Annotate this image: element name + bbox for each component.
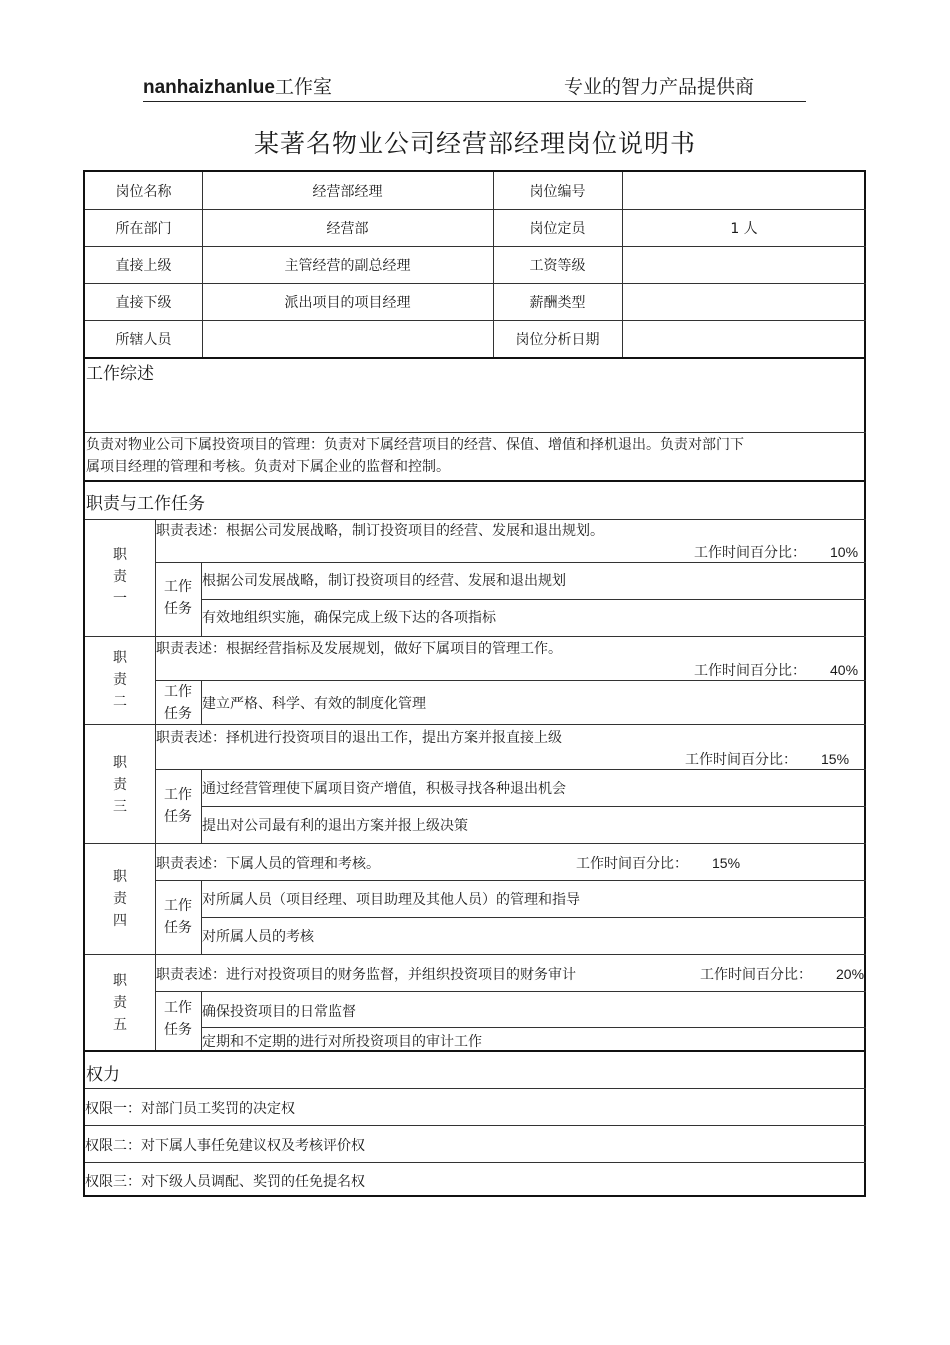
authority-item-3: 权限三：对下级人员调配、奖罚的任免提名权 xyxy=(85,1174,365,1190)
document-title: 某著名物业公司经营部经理岗位说明书 xyxy=(253,129,696,158)
duty-4-task-1: 对所属人员（项目经理、项目助理及其他人员）的管理和指导 xyxy=(202,892,580,908)
position-name-label: 岗位名称 xyxy=(115,183,172,200)
row-divider xyxy=(85,1162,866,1163)
department-value: 经营部 xyxy=(326,220,369,237)
headcount-value: 1 人 xyxy=(730,220,758,237)
duty-5-task-2: 定期和不定期的进行对所投资项目的审计工作 xyxy=(202,1034,482,1050)
row-divider xyxy=(201,1027,866,1028)
salary-grade-label: 工资等级 xyxy=(529,257,586,274)
duty-2-label: 职 责 二 xyxy=(113,650,127,710)
duty-5-task-label: 工作 任务 xyxy=(164,1000,192,1038)
staff-label: 所辖人员 xyxy=(115,331,172,348)
position-name-value: 经营部经理 xyxy=(312,183,383,200)
superior-label: 直接上级 xyxy=(115,257,172,274)
pay-type-value xyxy=(622,283,866,320)
row-divider xyxy=(85,1088,866,1089)
duty-2-desc: 职责表述：根据经营指标及发展规划，做好下属项目的管理工作。 xyxy=(156,641,562,657)
row-divider xyxy=(155,562,866,563)
duty-1-task-label: 工作 任务 xyxy=(164,579,192,617)
summary-line-1: 负责对物业公司下属投资项目的管理：负责对下属经营项目的经营、保值、增值和择机退出。负责对部门下 xyxy=(86,437,744,453)
duty-4-task-label: 工作 任务 xyxy=(164,898,192,936)
page-header xyxy=(143,70,806,102)
duty-3-time: 工作时间百分比： 15% xyxy=(685,751,850,768)
duty-3-task-2: 提出对公司最有利的退出方案并报上级决策 xyxy=(202,818,468,834)
row-divider xyxy=(155,880,866,881)
salary-grade-value xyxy=(622,246,866,283)
duty-1-task-1: 根据公司发展战略，制订投资项目的经营、发展和退出规划 xyxy=(202,573,566,589)
duty-1-desc: 职责表述：根据公司发展战略，制订投资项目的经营、发展和退出规划。 xyxy=(156,523,604,539)
row-divider xyxy=(155,680,866,681)
row-divider xyxy=(85,843,866,844)
row-divider xyxy=(85,724,866,725)
duty-5-label: 职 责 五 xyxy=(113,973,127,1033)
department-label: 所在部门 xyxy=(115,220,172,237)
duty-5-desc: 职责表述：进行对投资项目的财务监督，并组织投资项目的财务审计 xyxy=(156,967,576,983)
duty-3-task-1: 通过经营管理使下属项目资产增值，积极寻找各种退出机会 xyxy=(202,781,566,797)
row-divider xyxy=(155,991,866,992)
row-divider xyxy=(201,806,866,807)
duty-3-label: 职 责 三 xyxy=(113,755,127,815)
staff-value xyxy=(202,320,493,357)
row-divider xyxy=(201,917,866,918)
position-code-value xyxy=(622,172,866,209)
summary-heading: 工作综述 xyxy=(86,364,154,384)
duties-heading: 职责与工作任务 xyxy=(86,494,205,514)
position-code-label: 岗位编号 xyxy=(529,183,586,200)
duty-4-task-2: 对所属人员的考核 xyxy=(202,929,314,945)
section-divider xyxy=(85,1050,866,1052)
summary-line-2: 属项目经理的管理和考核。负责对下属企业的监督和控制。 xyxy=(86,459,450,475)
row-divider xyxy=(85,1125,866,1126)
duty-2-task-1: 建立严格、科学、有效的制度化管理 xyxy=(202,696,426,712)
row-divider xyxy=(85,432,866,433)
tagline: 专业的智力产品提供商 xyxy=(563,76,754,98)
authority-item-1: 权限一：对部门员工奖罚的决定权 xyxy=(85,1101,295,1117)
analysis-date-value xyxy=(622,320,866,357)
duty-2-task-label: 工作 任务 xyxy=(164,684,192,722)
subordinate-value: 派出项目的项目经理 xyxy=(284,294,411,311)
duty-3-desc: 职责表述：择机进行投资项目的退出工作，提出方案并报直接上级 xyxy=(156,730,562,746)
duty-1-label: 职 责 一 xyxy=(113,547,127,607)
duty-4-time: 工作时间百分比： 15% xyxy=(576,855,741,872)
headcount-label: 岗位定员 xyxy=(529,220,586,237)
subordinate-label: 直接下级 xyxy=(115,294,172,311)
column-divider xyxy=(202,172,203,357)
row-divider xyxy=(155,769,866,770)
pay-type-label: 薪酬类型 xyxy=(529,294,586,311)
row-divider xyxy=(85,636,866,637)
job-description-form xyxy=(83,170,866,1197)
duty-4-desc: 职责表述：下属人员的管理和考核。 xyxy=(156,856,380,872)
brand-name: nanhaizhanlue xyxy=(143,77,275,98)
authority-item-2: 权限二：对下属人事任免建议权及考核评价权 xyxy=(85,1138,365,1154)
duty-1-task-2: 有效地组织实施，确保完成上级下达的各项指标 xyxy=(202,610,496,626)
section-divider xyxy=(85,480,866,482)
authority-heading: 权力 xyxy=(86,1065,120,1085)
column-divider xyxy=(493,172,494,357)
column-divider xyxy=(622,172,623,357)
superior-value: 主管经营的副总经理 xyxy=(284,257,411,274)
section-divider xyxy=(85,357,866,359)
duty-4-label: 职 责 四 xyxy=(113,869,127,929)
duty-5-time: 工作时间百分比： 20% xyxy=(700,966,865,983)
brand xyxy=(143,72,332,99)
duty-2-time: 工作时间百分比： 40% xyxy=(694,662,859,679)
row-divider xyxy=(85,954,866,955)
duty-5-task-1: 确保投资项目的日常监督 xyxy=(202,1004,356,1020)
duty-3-task-label: 工作 任务 xyxy=(164,787,192,825)
brand-studio: 工作室 xyxy=(274,76,332,98)
analysis-date-label: 岗位分析日期 xyxy=(515,331,600,348)
duty-1-time: 工作时间百分比： 10% xyxy=(694,544,859,561)
row-divider xyxy=(201,599,866,600)
